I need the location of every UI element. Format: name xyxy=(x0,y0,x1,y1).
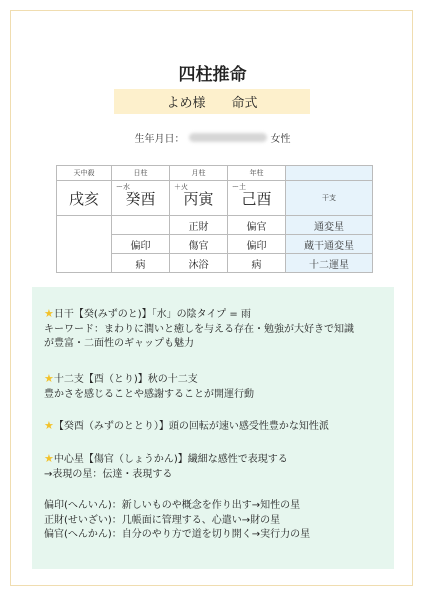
year-element: ー土 xyxy=(232,183,246,191)
month-kanshi: 丙寅 xyxy=(183,189,214,208)
day-pillar xyxy=(112,181,170,216)
kanshi-section xyxy=(44,419,389,435)
chushin-title: 中心星【傷官（しょうかん)】繊細な感性で表現する xyxy=(53,454,288,465)
name-band xyxy=(114,89,310,114)
tsuhen-month: 正財 xyxy=(170,216,228,235)
year-pillar xyxy=(228,181,286,216)
nikkan-keyword: キーワード：まわりに潤いと癒しを与える存在・勉強が大好きで知識 xyxy=(44,323,354,335)
meishiki-label: 命式 xyxy=(231,96,258,111)
year-kanshi: 己酉 xyxy=(241,189,272,208)
header-blank xyxy=(286,166,373,181)
gender: 女性 xyxy=(270,134,291,145)
blurred-birth-date xyxy=(189,133,267,142)
chushin-desc: →表現の星：伝達・表現する xyxy=(44,468,173,480)
header-month: 月柱 xyxy=(170,166,228,181)
row-label-kanshi: 干支 xyxy=(286,181,373,216)
tsuhen-day xyxy=(112,216,170,235)
star-icon: ★ xyxy=(44,452,54,465)
junishi-title: 十二支【酉（とり)】秋の十二支 xyxy=(53,374,198,385)
day-element: ー水 xyxy=(116,183,130,191)
chushin-section xyxy=(44,452,389,482)
zoukan-year: 偏印 xyxy=(228,235,286,254)
kanshi-title: 【癸酉（みずのととり）】頭の回転が速い感受性豊かな知性派 xyxy=(53,421,329,432)
star-icon: ★ xyxy=(44,372,54,385)
nikkan-keyword-cont: が豊富・二面性のギャップも魅力 xyxy=(44,338,194,350)
star-desc-henin: 偏印(へんいん)：新しいものや概念を作り出す→知性の星 xyxy=(44,500,301,511)
junishi-month: 沐浴 xyxy=(170,254,228,273)
month-pillar xyxy=(170,181,228,216)
star-desc-henkan: 偏官(へんかん)：自分のやり方で道を切り開く→実行力の星 xyxy=(44,529,311,541)
junishi-day: 病 xyxy=(112,254,170,273)
interpretation-box xyxy=(32,287,394,569)
junishi-year: 病 xyxy=(228,254,286,273)
table-header-row xyxy=(57,166,373,181)
header-day: 日柱 xyxy=(112,166,170,181)
row-label-tsuhen: 通変星 xyxy=(286,216,373,235)
tsuhen-row xyxy=(57,216,373,235)
meishiki-table xyxy=(56,165,373,273)
zoukan-month: 傷官 xyxy=(170,235,228,254)
row-label-zoukan: 蔵干通変星 xyxy=(286,235,373,254)
month-element: ＋火 xyxy=(174,183,188,191)
star-desc-seizai: 正財(せいざい)：几帳面に管理する、心遣い→財の星 xyxy=(44,514,281,526)
tenchusatsu-value: 戌亥 xyxy=(57,181,112,216)
birth-date-label: 生年月日： xyxy=(134,134,185,145)
junishi-desc: 豊かさを感じることや感謝することが開運行動 xyxy=(44,388,254,400)
page-title: 四柱推命 xyxy=(178,65,247,85)
junishi-section xyxy=(44,372,389,402)
kanshi-row xyxy=(57,181,373,216)
stars-section xyxy=(44,499,389,543)
zoukan-day: 偏印 xyxy=(112,235,170,254)
tsuhen-year: 偏官 xyxy=(228,216,286,235)
header-year: 年柱 xyxy=(228,166,286,181)
day-kanshi: 癸酉 xyxy=(125,189,156,208)
nikkan-section xyxy=(44,307,389,352)
person-name: よめ様 xyxy=(166,96,206,111)
nikkan-title: 日干【癸(みずのと)】「水」の陰タイプ = 雨 xyxy=(53,309,251,320)
row-label-junishi: 十二運星 xyxy=(286,254,373,273)
star-icon: ★ xyxy=(44,307,54,320)
tenchusatsu-blank xyxy=(57,216,112,273)
star-icon: ★ xyxy=(44,419,54,432)
birth-date-line xyxy=(0,130,425,145)
header-tenchusatsu: 天中殺 xyxy=(57,166,112,181)
